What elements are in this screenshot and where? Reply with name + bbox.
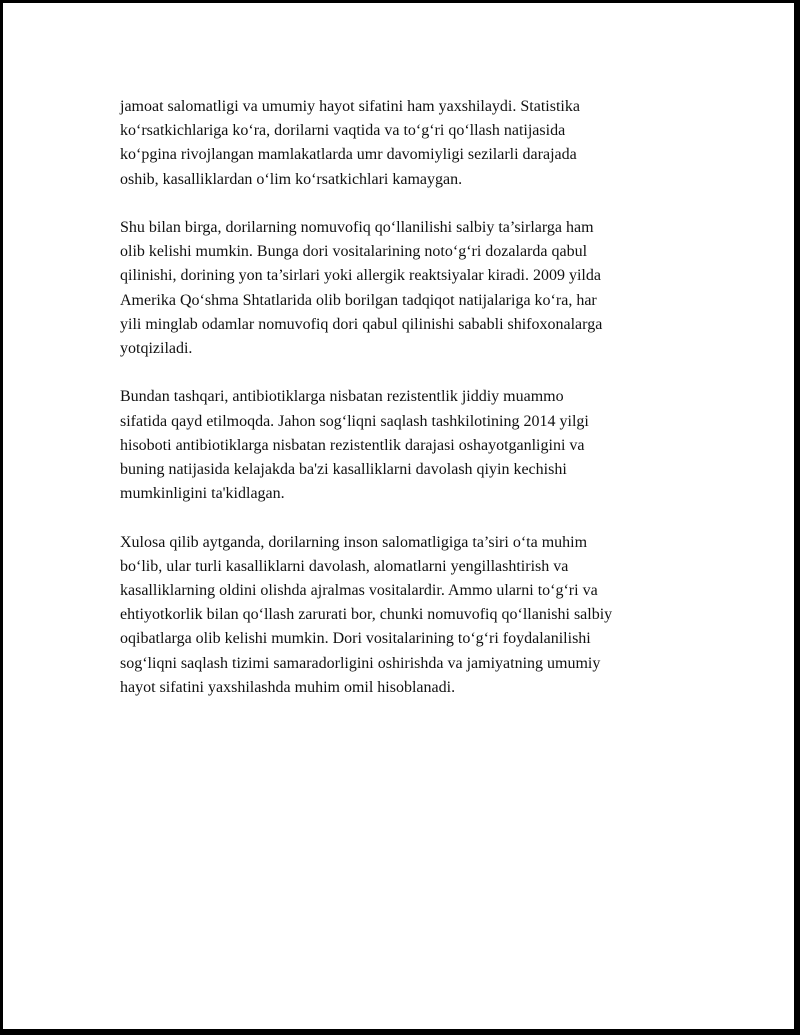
paragraph-2 [120, 216, 700, 361]
text-line: Bundan tashqari, antibiotiklarga nisbatan rezistentlik jiddiy muammo [120, 388, 564, 406]
text-line: jamoat salomatligi va umumiy hayot sifatini ham yaxshilaydi. Statistika [120, 98, 580, 115]
text-line: Shu bilan birga, dorilarning nomuvofiq qo‘llanilishi salbiy ta’sirlarga ham [120, 219, 594, 236]
text-line: oqibatlarga olib kelishi mumkin. Dori vositalarining to‘g‘ri foydalanilishi [120, 630, 591, 648]
text-line: hisoboti antibiotiklarga nisbatan rezistentlik darajasi oshayotganligini va [120, 436, 585, 454]
text-line: Xulosa qilib aytganda, dorilarning inson salomatligiga ta’siri o‘ta muhim [120, 533, 588, 551]
document-body [120, 95, 700, 724]
text-line: Amerika Qo‘shma Shtatlarida olib borilgan tadqiqot natijalariga ko‘ra, har [120, 291, 597, 309]
text-line: sifatida qayd etilmoqda. Jahon sog‘liqni saqlash tashkilotining 2014 yilgi [120, 412, 589, 430]
text-line: bo‘lib, ular turli kasalliklarni davolash, alomatlarni yengillashtirish va [120, 557, 569, 575]
text-line: ehtiyotkorlik bilan qo‘llash zarurati bor, chunki nomuvofiq qo‘llanishi salbiy [120, 606, 613, 624]
paragraph-3 [120, 385, 700, 506]
paragraph-1 [120, 95, 700, 192]
text-line: hayot sifatini yaxshilashda muhim omil hisoblanadi. [120, 678, 456, 696]
text-line: qilinishi, dorining yon ta’sirlari yoki allergik reaktsiyalar kiradi. 2009 yilda [120, 267, 601, 285]
paragraph-4 [120, 531, 700, 700]
text-line: kasalliklarning oldini olishda ajralmas vositalardir. Ammo ularni to‘g‘ri va [120, 582, 598, 600]
text-line: ko‘rsatkichlariga ko‘ra, dorilarni vaqtida va to‘g‘ri qo‘llash natijasida [120, 122, 566, 140]
text-line: yotqiziladi. [120, 340, 193, 358]
text-line: sog‘liqni saqlash tizimi samaradorligini oshirishda va jamiyatning umumiy [120, 654, 601, 672]
text-line: yili minglab odamlar nomuvofiq dori qabul qilinishi sababli shifoxonalarga [120, 315, 603, 333]
text-line: oshib, kasalliklardan o‘lim ko‘rsatkichlari kamaygan. [120, 170, 463, 188]
text-line: olib kelishi mumkin. Bunga dori vositalarining noto‘g‘ri dozalarda qabul [120, 243, 588, 261]
text-line: mumkinligini ta'kidlagan. [120, 485, 285, 503]
text-line: ko‘pgina rivojlangan mamlakatlarda umr davomiyligi sezilarli darajada [120, 146, 577, 164]
text-line: buning natijasida kelajakda ba'zi kasalliklarni davolash qiyin kechishi [120, 461, 567, 479]
